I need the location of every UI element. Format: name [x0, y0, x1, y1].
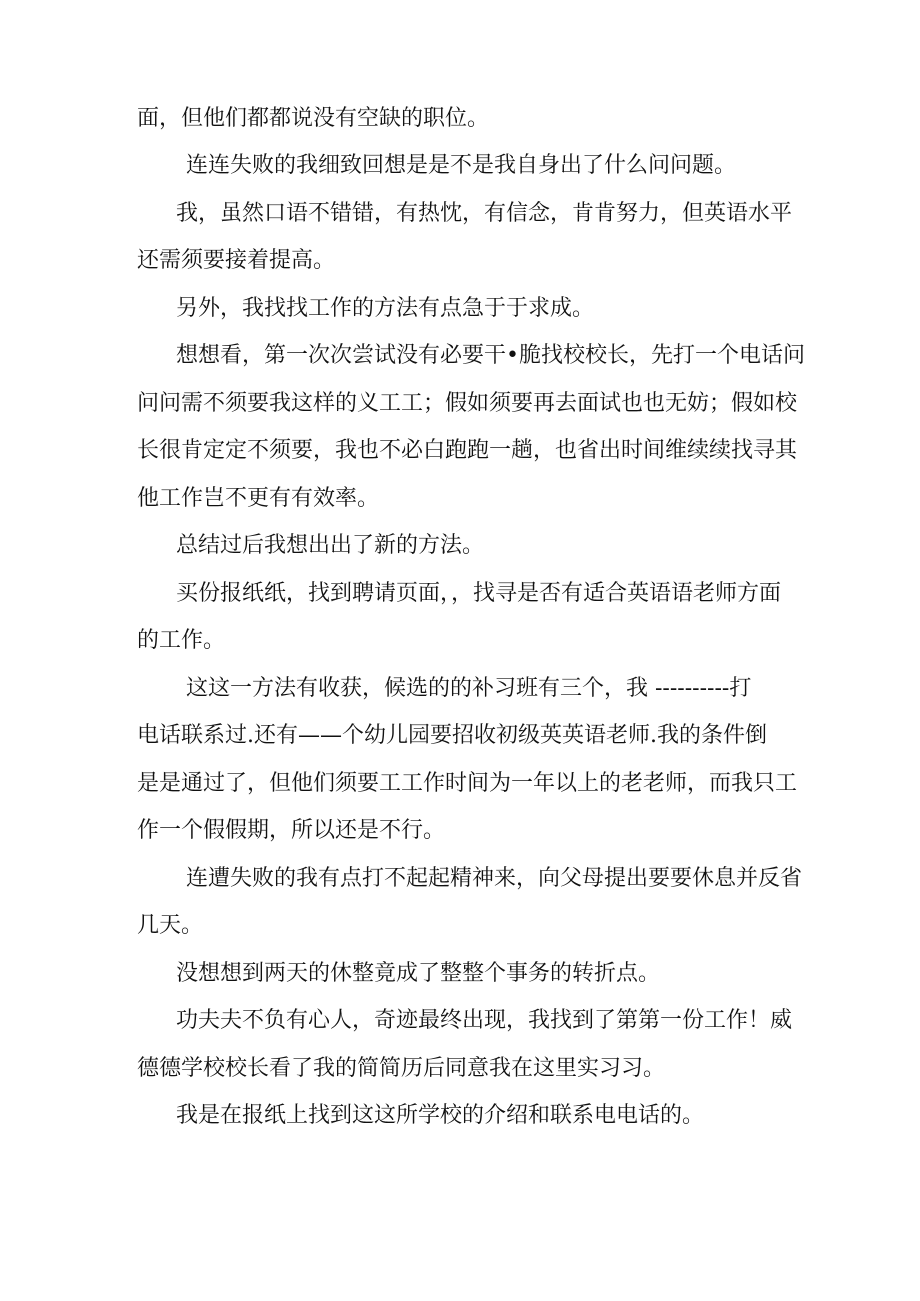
text-line: 面，但他们都都说没有空缺的职位。 [137, 106, 490, 131]
text-line: 问问需不须要我这样的义工工；假如须要再去面试也也无妨；假如校 [137, 391, 798, 416]
text-line: 这这一方法有收获，候选的的补习班有三个，我 ----------打 [186, 676, 752, 701]
text-line: 德德学校校长看了我的简简历后同意我在这里实习习。 [137, 1056, 666, 1081]
text-line: 功夫夫不负有心人，奇迹最终出现，我找到了第第一份工作！威 [176, 1008, 793, 1033]
text-line: 是是通过了，但他们须要工工作时间为一年以上的老老师，而我只工 [137, 771, 798, 796]
text-line: 买份报纸纸，找到聘请页面，，找寻是否有适合英语语老师方面 [176, 581, 782, 606]
text-line: 的工作。 [137, 628, 226, 653]
text-line: 我是在报纸上找到这这所学校的介绍和联系电电话的。 [176, 1103, 705, 1128]
text-line: 还需须要接着提高。 [137, 248, 336, 273]
text-line: 我，虽然口语不错错，有热忱，有信念，肯肯努力，但英语水平 [176, 201, 793, 226]
text-line: 没想想到两天的休整竟成了整整个事务的转折点。 [176, 961, 661, 986]
text-line: 另外，我找找工作的方法有点急于于求成。 [176, 296, 595, 321]
text-line: 电话联系过.还有——个幼儿园要招收初级英英语老师.我的条件倒 [137, 723, 767, 748]
text-line: 他工作岂不更有有效率。 [137, 486, 380, 511]
text-line: 总结过后我想出出了新的方法。 [176, 533, 485, 558]
text-line: 连连失败的我细致回想是是不是我自身出了什么问问题。 [186, 153, 737, 178]
text-line: 长很肯定定不须要，我也不必白跑跑一趟，也省出时间维续续找寻其 [137, 438, 798, 463]
text-line: 想想看，第一次次尝试没有必要干•脆找校校长，先打一个电话问 [176, 343, 805, 368]
text-line: 几天。 [137, 913, 204, 938]
text-line: 作一个假假期，所以还是不行。 [137, 818, 446, 843]
text-line: 连遭失败的我有点打不起起精神来，向父母提出要要休息并反省 [186, 866, 803, 891]
